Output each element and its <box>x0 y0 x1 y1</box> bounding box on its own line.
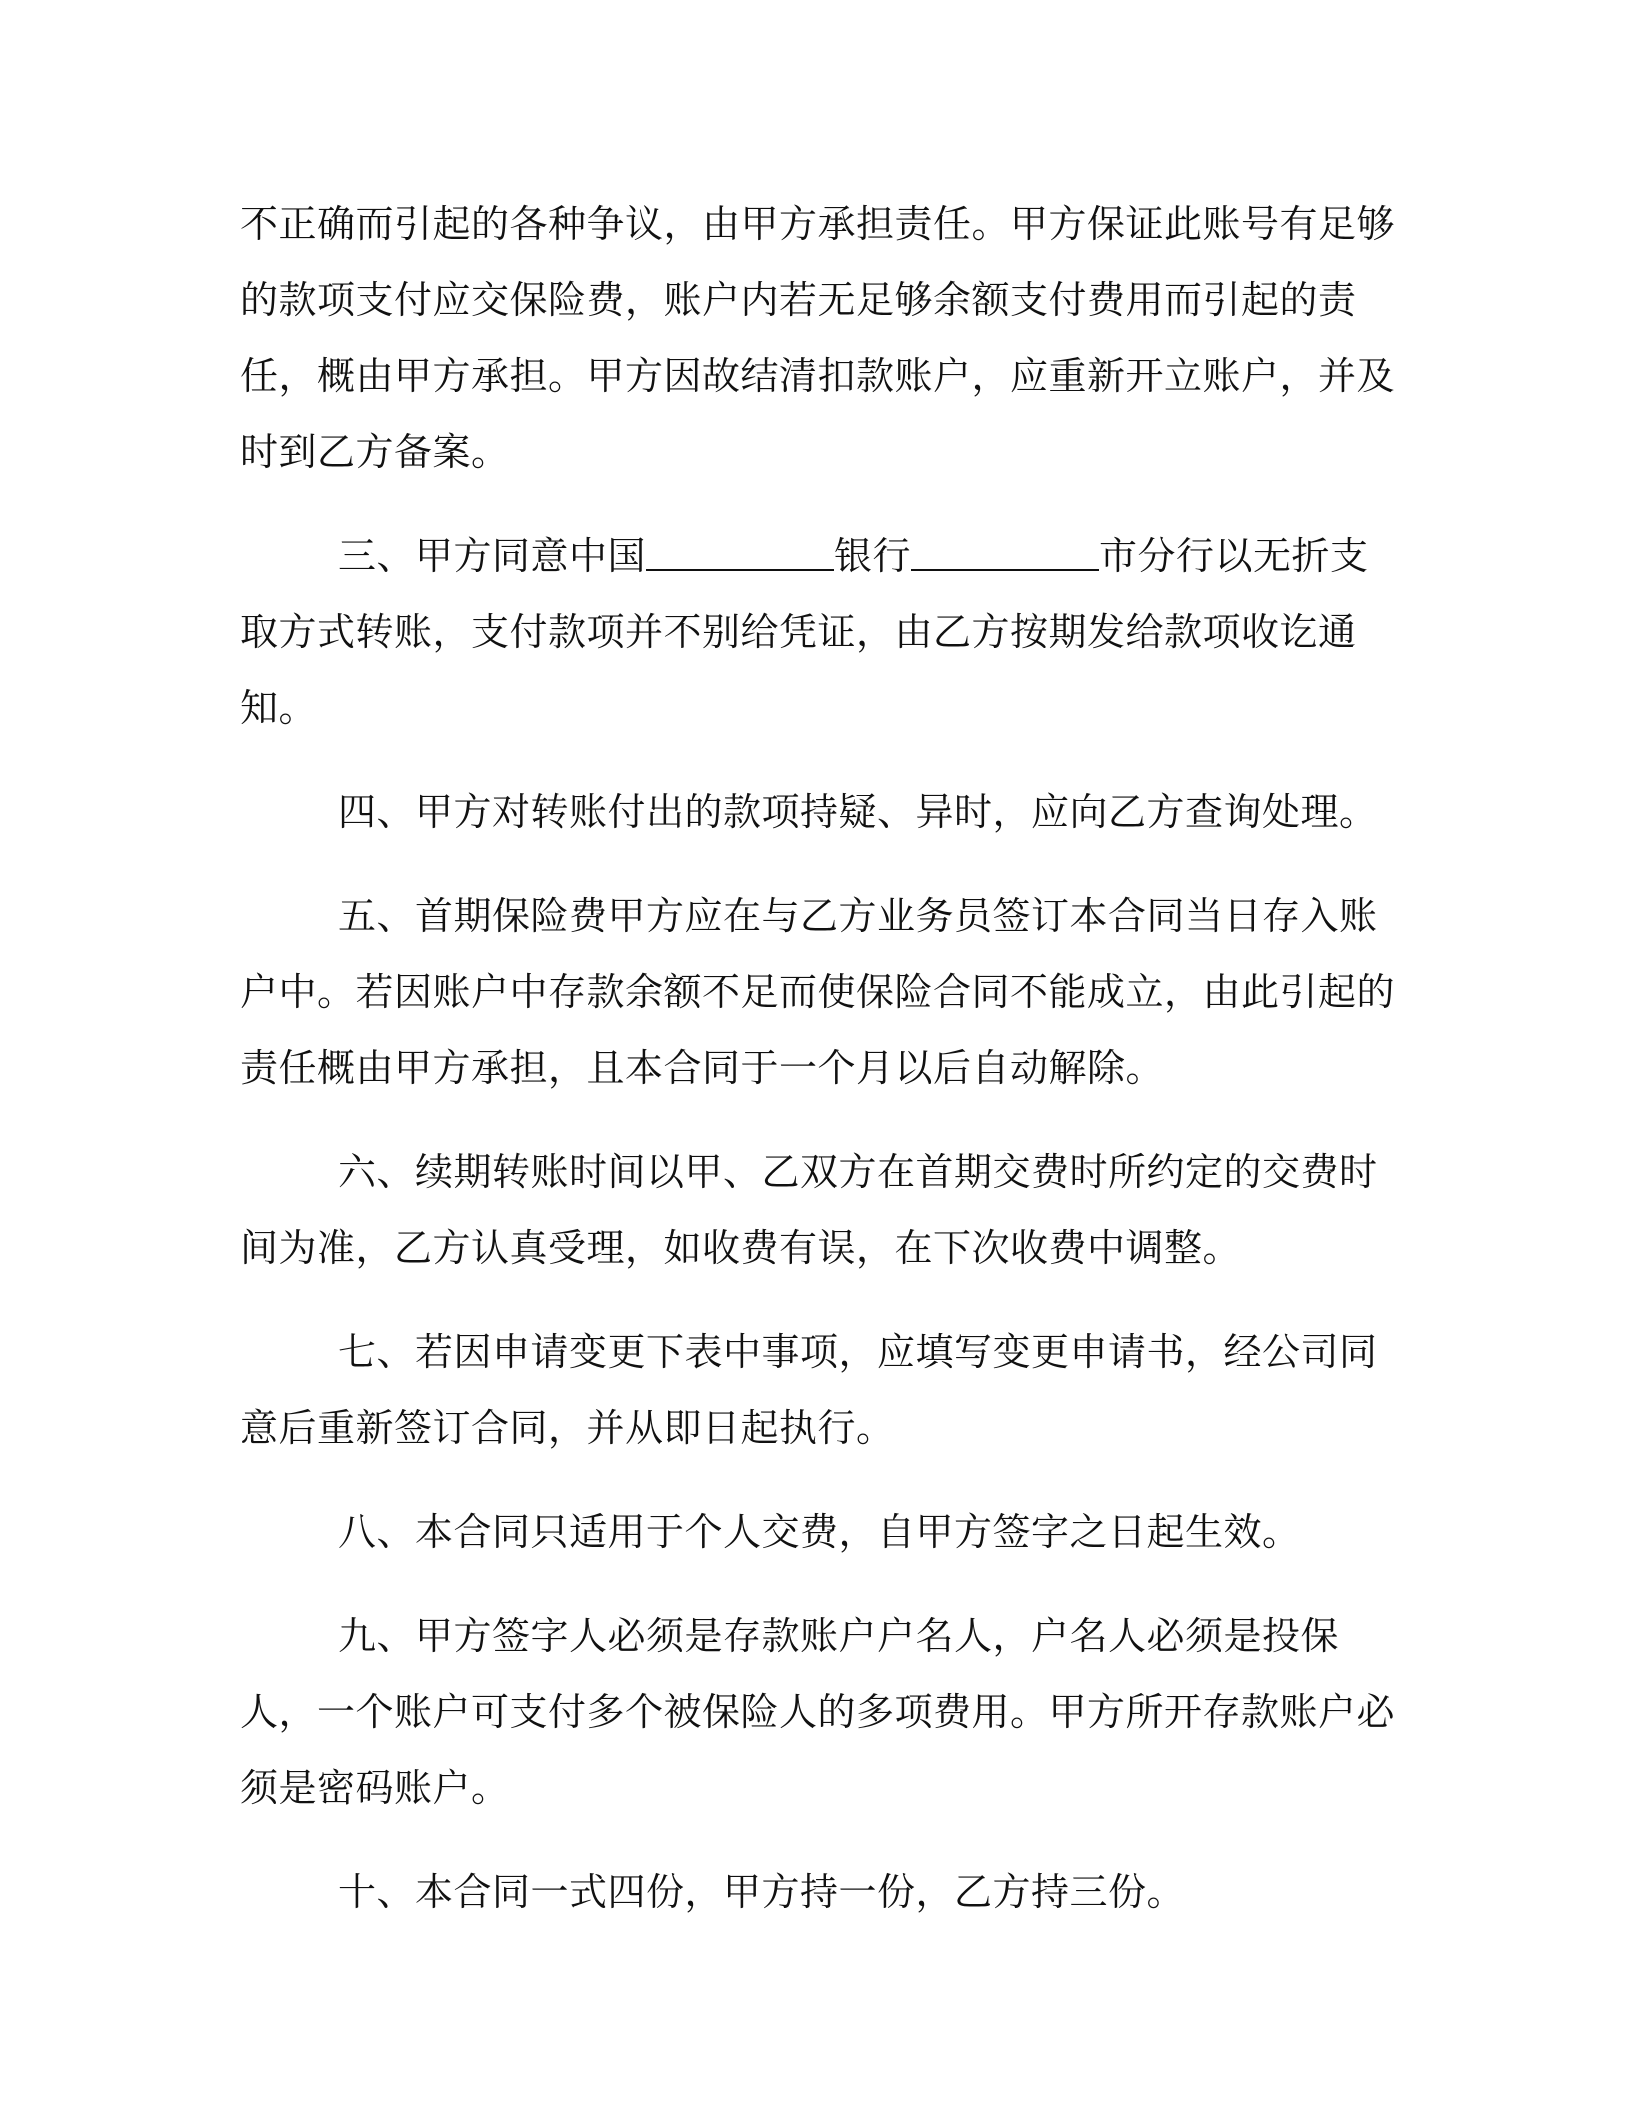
document-body <box>240 186 1400 1930</box>
paragraph-continued: 不正确而引起的各种争议，由甲方承担责任。甲方保证此账号有足够的款项支付应交保险费，账户内若无足够余额支付费用而引起的责任，概由甲方承担。甲方因故结清扣款账户，应重新开立账户，并及时到乙方备案。 <box>240 202 1396 474</box>
clause-five: 五、首期保险费甲方应在与乙方业务员签订本合同当日存入账户中。若因账户中存款余额不足而使保险合同不能成立，由此引起的责任概由甲方承担，且本合同于一个月以后自动解除。 <box>240 894 1396 1090</box>
bank-name-blank <box>646 539 834 571</box>
clause-seven: 七、若因申请变更下表中事项，应填写变更申请书，经公司同意后重新签订合同，并从即日起执行。 <box>240 1330 1378 1450</box>
clause-eight: 八、本合同只适用于个人交费，自甲方签字之日起生效。 <box>338 1510 1301 1554</box>
clause-six: 六、续期转账时间以甲、乙双方在首期交费时所约定的交费时间为准，乙方认真受理，如收费有误，在下次收费中调整。 <box>240 1150 1378 1270</box>
clause-ten: 十、本合同一式四份，甲方持一份，乙方持三份。 <box>338 1870 1186 1914</box>
clause-three <box>240 518 1400 746</box>
clause-three-part2: 银行 <box>834 534 912 578</box>
clause-three-part1: 三、甲方同意中国 <box>338 534 647 578</box>
clause-three-part3: 市分行以无折支取方式转账，支付款项并不别给凭证，由乙方按期发给款项收讫通知。 <box>240 534 1369 730</box>
clause-nine: 九、甲方签字人必须是存款账户户名人，户名人必须是投保人，一个账户可支付多个被保险人的多项费用。甲方所开存款账户必须是密码账户。 <box>240 1614 1396 1810</box>
clause-four: 四、甲方对转账付出的款项持疑、异时，应向乙方查询处理。 <box>338 790 1378 834</box>
city-branch-blank <box>911 539 1099 571</box>
